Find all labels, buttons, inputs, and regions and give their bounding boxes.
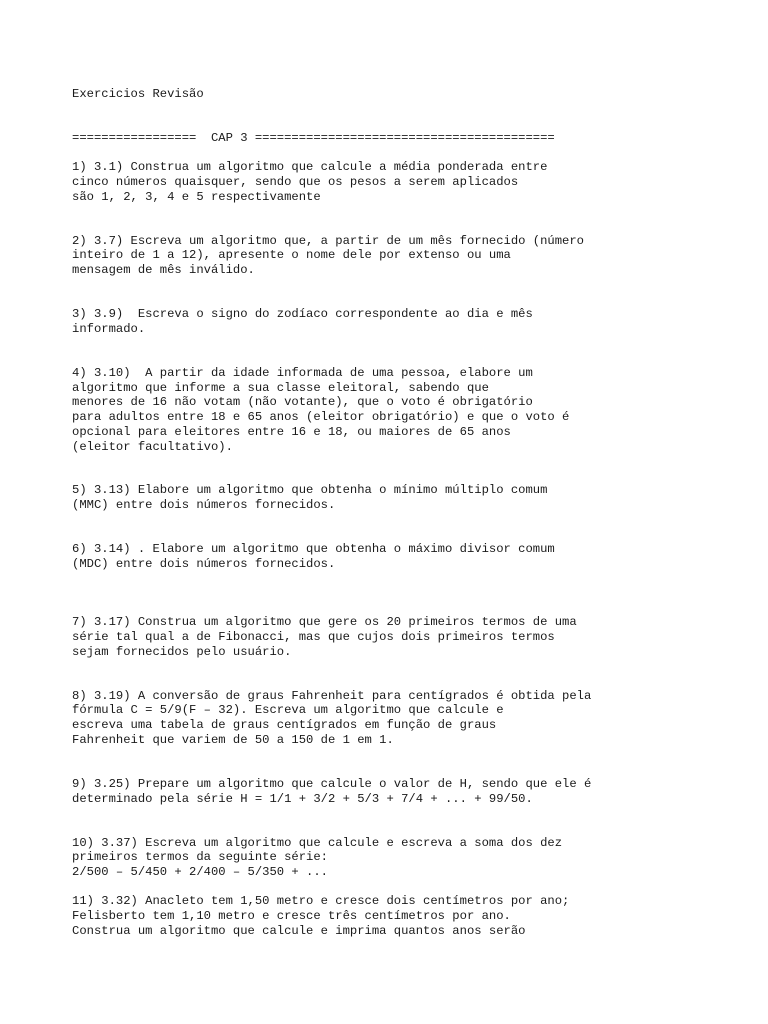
exercise-line: primeiros termos da seguinte série: [72,850,328,864]
exercise-line: 3) 3.9) Escreva o signo do zodíaco correspondente ao dia e mês [72,307,533,321]
exercise-line: sejam fornecidos pelo usuário. [72,645,292,659]
exercise-line: 8) 3.19) A conversão de graus Fahrenheit para centígrados é obtida pela [72,689,592,703]
exercise-line: escreva uma tabela de graus centígrados em função de graus [72,718,497,732]
exercise-line: mensagem de mês inválido. [72,263,255,277]
exercise-line: fórmula C = 5/9(F – 32). Escreva um algoritmo que calcule e [72,703,504,717]
exercise-line: 6) 3.14) . Elabore um algoritmo que obtenha o máximo divisor comum [72,542,555,556]
exercise-line: Construa um algoritmo que calcule e imprima quantos anos serão [72,924,526,938]
exercise-line: menores de 16 não votam (não votante), que o voto é obrigatório [72,395,533,409]
exercise-line: série tal qual a de Fibonacci, mas que cujos dois primeiros termos [72,630,555,644]
exercise-line: 11) 3.32) Anacleto tem 1,50 metro e cresce dois centímetros por ano; [72,894,570,908]
exercise-line: 4) 3.10) A partir da idade informada de uma pessoa, elabore um [72,366,533,380]
exercise-line: são 1, 2, 3, 4 e 5 respectivamente [72,190,321,204]
exercise-line: (MMC) entre dois números fornecidos. [72,498,336,512]
exercise-line: Felisberto tem 1,10 metro e cresce três centímetros por ano. [72,909,511,923]
exercise-line: inteiro de 1 a 12), apresente o nome dele por extenso ou uma [72,248,511,262]
exercise-line: (MDC) entre dois números fornecidos. [72,557,336,571]
exercise-line: determinado pela série H = 1/1 + 3/2 + 5/3 + 7/4 + ... + 99/50. [72,792,533,806]
exercise-line: para adultos entre 18 e 65 anos (eleitor obrigatório) e que o voto é [72,410,570,424]
exercise-line: informado. [72,322,146,336]
exercise-line: (eleitor facultativo). [72,440,233,454]
exercise-line: 9) 3.25) Prepare um algoritmo que calcule o valor de H, sendo que ele é [72,777,592,791]
exercise-line: opcional para eleitores entre 16 e 18, ou maiores de 65 anos [72,425,511,439]
document-title: Exercicios Revisão [72,87,204,101]
exercise-line: 7) 3.17) Construa um algoritmo que gere os 20 primeiros termos de uma [72,615,577,629]
exercise-line: 5) 3.13) Elabore um algoritmo que obtenha o mínimo múltiplo comum [72,483,548,497]
chapter-divider: ================= CAP 3 ========================================= [72,131,555,145]
exercise-line: cinco números quaisquer, sendo que os pesos a serem aplicados [72,175,519,189]
exercise-line: 10) 3.37) Escreva um algoritmo que calcule e escreva a soma dos dez [72,836,563,850]
exercise-line: algoritmo que informe a sua classe eleitoral, sabendo que [72,381,489,395]
exercise-line: 1) 3.1) Construa um algoritmo que calcule a média ponderada entre [72,160,548,174]
exercise-line: 2) 3.7) Escreva um algoritmo que, a partir de um mês fornecido (número [72,234,584,248]
exercise-line: Fahrenheit que variem de 50 a 150 de 1 em 1. [72,733,394,747]
exercise-line: 2/500 – 5/450 + 2/400 – 5/350 + ... [72,865,328,879]
